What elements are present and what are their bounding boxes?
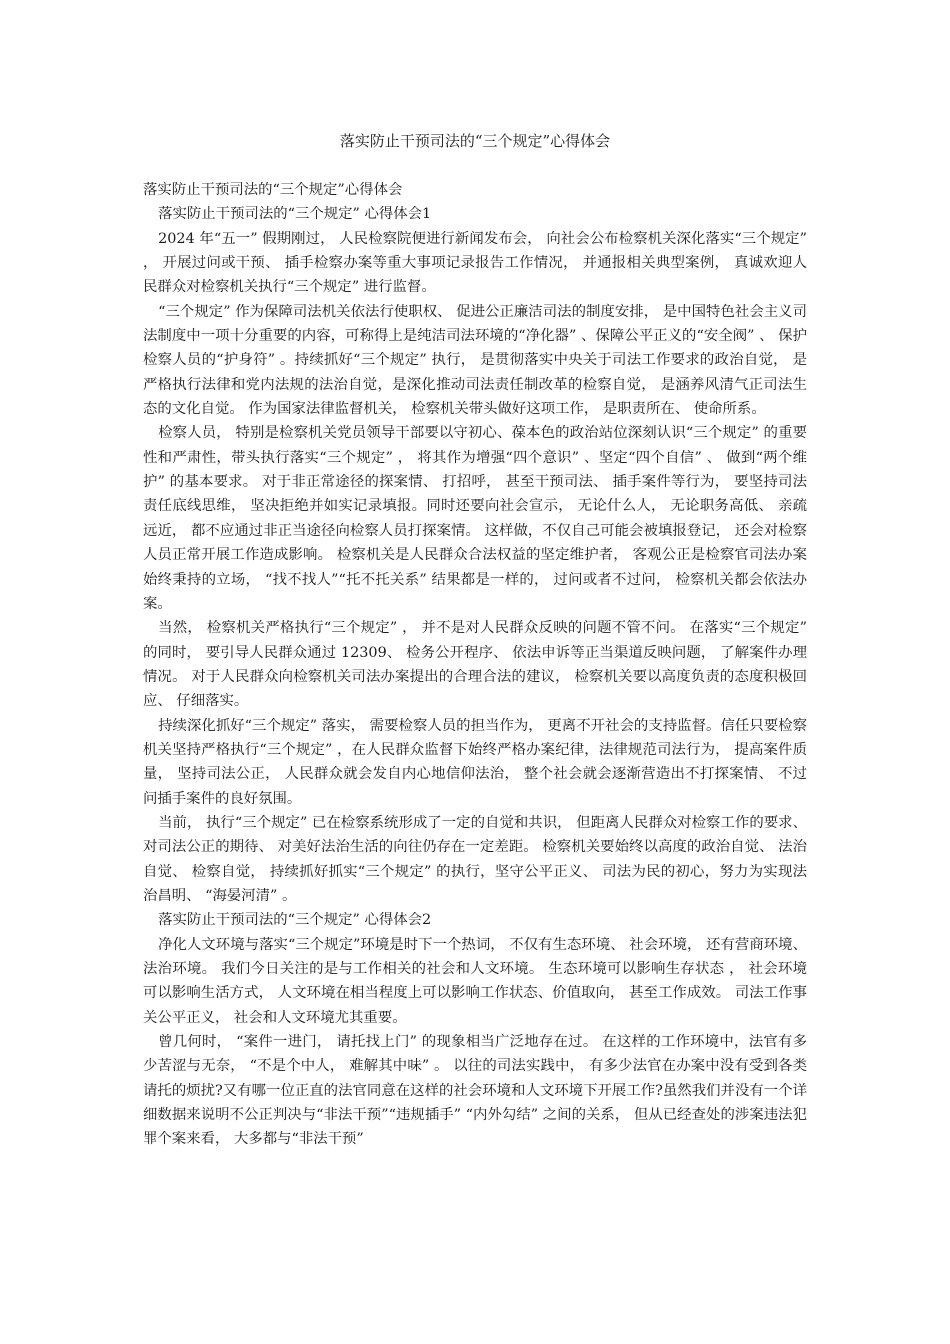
paragraph: 检察人员， 特别是检察机关党员领导干部要以守初心、葆本色的政治站位深刻认识“三个规定” 的重要性和严肃性，带头执行落实“三个规定” ， 将其作为增强“四个意识” 、坚定“四个自信” 、 做到“两个维护” 的基本要求。 对于非正常途径的探案情、 打招呼， 甚至干预司法、 插手案件等行为， 要坚持司法责任底线思维， 坚决拒绝并如实记录填报。同时还要向社会宣示， 无论什么人， 无论职务高低、 亲疏远近， 都不应通过非正当途径向检察人员打探案情。 这样做，不仅自己可能会被填报登记， 还会对检察人员正常开展工作造成影响。 检察机关是人民群众合法权益的坚定维护者， 客观公正是检察官司法办案始终秉持的立场， “找不找人”“托不托关系” 结果都是一样的， 过问或者不过问， 检察机关都会依法办案。 <box>143 425 807 612</box>
paragraph: “三个规定” 作为保障司法机关依法行使职权、 促进公正廉洁司法的制度安排， 是中国特色社会主义司法制度中一项十分重要的内容，可称得上是纯洁司法环境的“净化器” 、保障公平正义的“安全阀” 、 保护检察人员的“护身符” 。持续抓好“三个规定” 执行， 是贯彻落实中央关于司法工作要求的政治自觉， 是严格执行法律和党内法规的法治自觉，是深化推动司法责任制改革的检察自觉， 是涵养风清气正司法生态的文化自觉。 作为国家法律监督机关， 检察机关带头做好这项工作， 是职责所在、 使命所系。 <box>143 303 807 418</box>
paragraph: 当然， 检察机关严格执行“三个规定” ， 并不是对人民群众反映的问题不管不问。 在落实“三个规定” 的同时， 要引导人民群众通过 12309、 检务公开程序、 依法申诉等正当渠道反映问题， 了解案件办理情况。 对于人民群众向检察机关司法办案提出的合理合法的建议， 检察机关要以高度负责的态度积极回应、 仔细落实。 <box>143 620 807 710</box>
paragraph: 2024 年“五一” 假期刚过， 人民检察院便进行新闻发布会， 向社会公布检察机关深化落实“三个规定” ， 开展过问或干预、 插手检察办案等重大事项记录报告工作情况， 并通报相关典型案例， 真诚欢迎人民群众对检察机关执行“三个规定” 进行监督。 <box>143 230 807 296</box>
document-body <box>143 178 807 1152</box>
document-title: 落实防止干预司法的“三个规定”心得体会 <box>339 132 611 150</box>
document-subtitle: 落实防止干预司法的“三个规定”心得体会 <box>143 182 403 198</box>
section-heading: 落实防止干预司法的“三个规定” 心得体会1 <box>158 206 432 223</box>
paragraph: 曾几何时， “案件一进门， 请托找上门” 的现象相当广泛地存在过。 在这样的工作环境中，法官有多少苦涩与无奈， “不是个中人， 难解其中味” 。 以往的司法实践中， 有多少法官在办案中没有受到各类请托的烦扰?又有哪一位正直的法官同意在这样的社会环境和人文环境下开展工作?虽然我们并没有一个详细数据来说明不公正判决与“非法干预”“违规插手” “内外勾结” 之间的关系， 但从已经查处的涉案违法犯罪个案来看， 大多都与“非法干预” <box>143 1034 807 1148</box>
section-heading: 落实防止干预司法的“三个规定” 心得体会2 <box>158 912 432 929</box>
paragraph: 持续深化抓好“三个规定” 落实， 需要检察人员的担当作为， 更离不开社会的支持监督。信任只要检察机关坚持严格执行“三个规定” ，在人民群众监督下始终严格办案纪律，法律规范司法行为， 提高案件质量， 坚持司法公正， 人民群众就会发自内心地信仰法治， 整个社会就会逐渐营造出不打探案情、 不过问插手案件的良好氛围。 <box>143 717 807 807</box>
paragraph: 净化人文环境与落实“三个规定”环境是时下一个热词， 不仅有生态环境、 社会环境， 还有营商环境、 法治环境。 我们今日关注的是与工作相关的社会和人文环境。 生态环境可以影响生存状态 ， 社会环境可以影响生活方式， 人文环境在相当程度上可以影响工作状态、价值取向， 甚至工作成效。 司法工作事关公平正义， 社会和人文环境尤其重要。 <box>143 936 807 1026</box>
paragraph: 当前， 执行“三个规定” 已在检察系统形成了一定的自觉和共识， 但距离人民群众对检察工作的要求、 对司法公正的期待、 对美好法治生活的向往仍存在一定差距。 检察机关要始终以高度的政治自觉、 法治自觉、 检察自觉， 持续抓好抓实“三个规定” 的执行，坚守公平正义、 司法为民的初心，努力为实现法治昌明、 “海晏河清” 。 <box>143 814 807 904</box>
